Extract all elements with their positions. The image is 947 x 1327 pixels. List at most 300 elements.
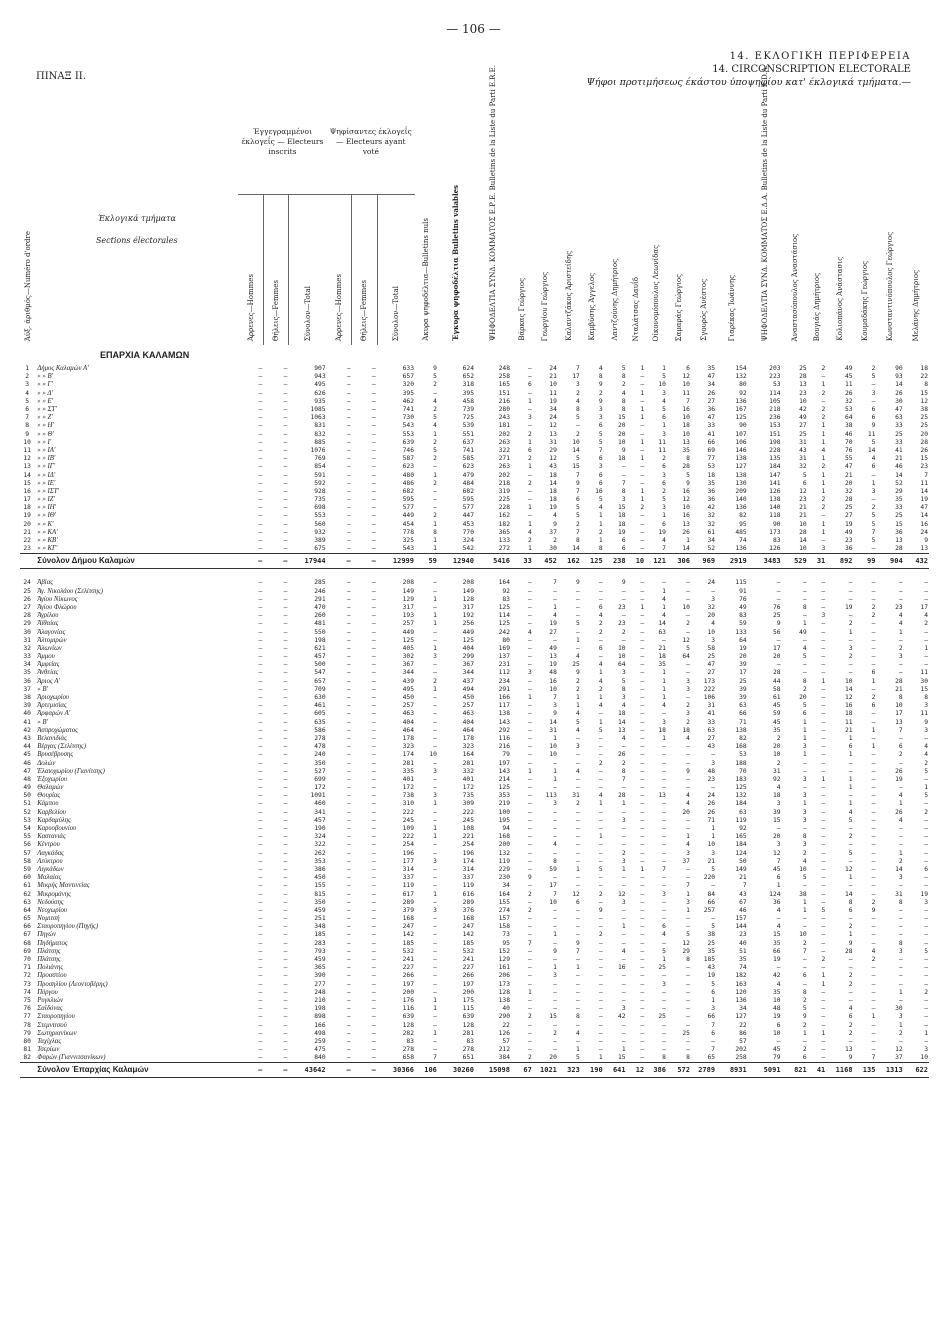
cell-value: 2	[621, 381, 626, 389]
table-row	[20, 661, 929, 669]
cell-value: —	[528, 512, 532, 520]
cell-value: 11	[658, 446, 666, 454]
cell-value: 21	[844, 726, 853, 734]
cell-value: 4	[802, 644, 807, 652]
cell-value: 80	[739, 381, 747, 389]
cell-value: —	[283, 612, 288, 620]
cell-value: 42	[799, 406, 807, 414]
cell-value: —	[258, 1013, 263, 1021]
cell-value: 1	[433, 471, 437, 479]
cell-value: —	[258, 528, 263, 536]
cell-value: 529	[782, 554, 808, 569]
cell-value: —	[258, 775, 263, 783]
cell-value: —	[283, 906, 288, 914]
section-name: Κάμπου	[37, 800, 59, 808]
cell-value: —	[528, 636, 532, 644]
cell-value: —	[898, 1037, 903, 1045]
cell-value: —	[283, 644, 288, 652]
header-number: Άύξ. άριθμός—Numéro d'ordre	[23, 230, 32, 341]
cell-value: 228	[498, 504, 510, 512]
table-row	[20, 545, 929, 554]
section-name: Πύργου	[37, 988, 58, 996]
cell-value: 404	[462, 644, 474, 652]
cell-value: 20	[772, 653, 781, 661]
cell-value: 6	[871, 702, 876, 710]
cell-value: 3	[802, 841, 807, 849]
cell-value: 127	[735, 463, 747, 471]
header-candidate-13: Κολιοπάνος Άνάστασις	[835, 257, 844, 341]
cell-value: —	[802, 759, 807, 767]
row-number: 8	[25, 422, 30, 430]
cell-value: —	[640, 479, 645, 487]
cell-value: —	[283, 537, 288, 545]
cell-value: —	[263, 1063, 288, 1078]
cell-value: 10	[682, 430, 690, 438]
cell-value: —	[821, 1021, 826, 1029]
cell-value: 1076	[310, 446, 326, 454]
cell-value: —	[711, 1037, 716, 1045]
cell-value: —	[802, 1037, 807, 1045]
cell-value: —	[258, 841, 263, 849]
cell-value: 2	[802, 996, 807, 1004]
header-sections-greek: Έκλογικά τμήματα	[97, 214, 176, 223]
cell-value: 25	[844, 504, 853, 512]
cell-value: 7	[576, 487, 580, 495]
cell-value: —	[621, 972, 626, 980]
cell-value: —	[433, 487, 437, 495]
cell-value: 5	[848, 816, 853, 824]
cell-value: —	[640, 373, 645, 381]
cell-value: 324	[314, 833, 326, 841]
cell-value: —	[283, 931, 288, 939]
section-name: Πολιάνης	[37, 964, 64, 972]
cell-value: 4	[662, 537, 666, 545]
cell-value: 1	[576, 964, 580, 972]
row-number: 42	[23, 726, 31, 734]
cell-value: 26	[895, 767, 903, 775]
cell-value: —	[372, 825, 376, 833]
cell-value: 18	[618, 455, 626, 463]
cell-value: 67	[511, 1063, 533, 1078]
cell-value: 31	[808, 554, 827, 569]
cell-value: 31	[799, 455, 807, 463]
header-registered-men: Άρρενες—Hommes	[246, 273, 255, 341]
cell-value: 335	[402, 767, 414, 775]
cell-value: —	[346, 964, 351, 972]
cell-value: 2	[621, 849, 626, 857]
cell-value: 3	[898, 1013, 903, 1021]
cell-value: 1	[821, 455, 826, 463]
cell-value: 15098	[475, 1063, 511, 1078]
cell-value: 464	[402, 726, 414, 734]
cell-value: —	[871, 890, 876, 898]
cell-value: 675	[314, 545, 326, 553]
cell-value: 6	[802, 479, 807, 487]
cell-value: 3	[924, 1046, 928, 1054]
cell-value: 7	[553, 694, 557, 702]
cell-value: 34	[707, 381, 716, 389]
cell-value: 15	[920, 389, 928, 397]
table-row	[20, 678, 929, 686]
cell-value: —	[621, 833, 626, 841]
cell-value: 8	[686, 455, 690, 463]
cell-value: —	[352, 1063, 377, 1078]
cell-value: 114	[769, 389, 781, 397]
cell-value: —	[372, 1013, 376, 1021]
section-name: » » Γ'	[37, 381, 53, 389]
cell-value: —	[621, 825, 626, 833]
cell-value: —	[433, 882, 437, 890]
cell-value: —	[283, 1013, 288, 1021]
cell-value: 2	[598, 759, 603, 767]
cell-value: 31	[799, 438, 807, 446]
cell-value: 177	[402, 857, 414, 865]
cell-value: 389	[314, 537, 326, 545]
cell-value: 27	[707, 734, 716, 742]
cell-value: —	[372, 743, 376, 751]
cell-value: —	[433, 636, 437, 644]
cell-value: —	[898, 931, 903, 939]
cell-value: 12940	[438, 554, 475, 569]
cell-value: 2	[848, 1029, 853, 1037]
cell-value: 12	[572, 890, 580, 898]
cell-value: 222	[402, 808, 414, 816]
table-row	[20, 948, 929, 956]
cell-value: —	[871, 759, 876, 767]
cell-value: 7	[711, 1046, 716, 1054]
cell-value: 3	[802, 775, 807, 783]
cell-value: 1	[528, 397, 532, 405]
cell-value: 83	[466, 1037, 474, 1045]
header-candidate-16: Μελάνης Δημήτριος	[912, 269, 921, 341]
cell-value: —	[821, 669, 826, 677]
cell-value: 9	[686, 479, 690, 487]
row-number: 24	[23, 579, 31, 587]
section-name: Πηδήματος	[37, 939, 68, 947]
cell-value: 2	[871, 898, 876, 906]
cell-value: 37	[682, 857, 690, 865]
cell-value: 9	[576, 669, 580, 677]
cell-value: 12	[844, 865, 853, 873]
cell-value: 31	[772, 767, 781, 775]
cell-value: 35	[707, 479, 716, 487]
cell-value: —	[871, 988, 876, 996]
cell-value: 4	[898, 620, 903, 628]
cell-value: 9	[598, 397, 603, 405]
row-number: 6	[25, 406, 30, 414]
cell-value: —	[346, 710, 351, 718]
cell-value: 138	[735, 471, 747, 479]
cell-value: 3	[553, 972, 557, 980]
cell-value: 3	[802, 816, 807, 824]
cell-value: —	[346, 669, 351, 677]
cell-value: 1	[528, 463, 532, 471]
cell-value: 365	[498, 528, 510, 536]
cell-value: —	[802, 595, 807, 603]
cell-value: 12	[627, 1063, 646, 1078]
table-row	[20, 1038, 929, 1046]
total-row-municipality	[20, 554, 929, 569]
section-name: Τσερίων	[37, 1046, 60, 1054]
cell-value: —	[346, 841, 351, 849]
cell-value: 28	[844, 496, 853, 504]
cell-value: 13	[682, 438, 690, 446]
cell-value: 6	[662, 414, 666, 422]
cell-value: —	[776, 595, 781, 603]
cell-value: 1	[662, 669, 666, 677]
cell-value: —	[553, 939, 557, 947]
cell-value: 12	[920, 397, 928, 405]
section-name: » » Ε'	[37, 397, 54, 405]
cell-value: —	[258, 446, 263, 454]
cell-value: 7	[871, 528, 876, 536]
cell-value: 13	[920, 545, 928, 553]
table-row	[20, 841, 929, 849]
cell-value: 9	[848, 1054, 853, 1062]
cell-value: —	[372, 694, 376, 702]
cell-value: —	[528, 1021, 532, 1029]
cell-value: 11	[844, 381, 853, 389]
cell-value: 1	[821, 438, 826, 446]
cell-value: 20	[772, 833, 781, 841]
cell-value: 1	[528, 767, 532, 775]
cell-value: 1	[433, 833, 437, 841]
header-candidate-2: Γεωργίου Γεώργιος	[541, 271, 550, 341]
cell-value: —	[283, 825, 288, 833]
cell-value: —	[283, 520, 288, 528]
row-number: 38	[23, 694, 31, 702]
cell-value: —	[640, 890, 645, 898]
table-row	[20, 1021, 929, 1029]
cell-value: 19	[658, 528, 666, 536]
cell-value: 885	[314, 438, 326, 446]
cell-value: —	[327, 1063, 352, 1078]
cell-value: 263	[498, 438, 510, 446]
cell-value: —	[528, 406, 532, 414]
cell-value: 42	[772, 972, 781, 980]
cell-value: 11	[920, 479, 928, 487]
header-candidate-14: Κουμαδάκης Γεώργιος	[860, 260, 869, 341]
row-number: 9	[25, 430, 30, 438]
cell-value: 4	[821, 446, 826, 454]
cell-value: 258	[498, 373, 510, 381]
cell-value: 9	[576, 939, 580, 947]
cell-value: 28	[844, 947, 853, 955]
cell-value: 147	[769, 471, 781, 479]
cell-value: 95	[502, 939, 510, 947]
row-number: 13	[23, 463, 31, 471]
cell-value: —	[433, 849, 437, 857]
section-name: Καστανιάς	[37, 833, 66, 841]
cell-value: 32	[707, 512, 716, 520]
cell-value: 281	[462, 1029, 474, 1037]
cell-value: —	[528, 849, 532, 857]
cell-value: 6	[802, 972, 807, 980]
cell-value: 1	[433, 1029, 437, 1037]
cell-value: 23	[707, 775, 716, 783]
cell-value: 238	[604, 554, 627, 569]
cell-value: 10	[682, 504, 690, 512]
cell-value: 208	[462, 579, 474, 587]
cell-value: —	[528, 487, 532, 495]
cell-value: 3	[621, 898, 626, 906]
cell-value: —	[924, 939, 928, 947]
row-number: 39	[23, 702, 31, 710]
cell-value: —	[346, 808, 351, 816]
section-name: » » ΙΓ'	[37, 463, 56, 471]
cell-value: —	[576, 612, 580, 620]
cell-value: —	[598, 767, 603, 775]
section-name: Προσηλίου (Λεοντοβέρης)	[37, 980, 108, 988]
cell-value: 36	[772, 898, 781, 906]
cell-value: —	[776, 587, 781, 595]
cell-value: 5	[711, 865, 716, 873]
cell-value: 15	[920, 685, 928, 693]
cell-value: 1	[433, 545, 437, 553]
cell-value: 350	[314, 898, 326, 906]
cell-value: 198	[314, 1005, 326, 1013]
cell-value: —	[848, 996, 853, 1004]
cell-value: 45	[772, 865, 781, 873]
cell-value: 30	[549, 545, 557, 553]
cell-value: 2	[528, 537, 532, 545]
row-number: 50	[23, 792, 31, 800]
cell-value: 6	[598, 644, 603, 652]
cell-value: 4	[576, 397, 580, 405]
cell-value: —	[640, 734, 645, 742]
cell-value: —	[711, 587, 716, 595]
cell-value: 10	[682, 414, 690, 422]
cell-value: —	[346, 906, 351, 914]
cell-value: —	[433, 759, 437, 767]
cell-value: 20	[549, 1054, 557, 1062]
cell-value: 200	[402, 988, 414, 996]
table-row	[20, 850, 929, 858]
cell-value: —	[553, 1046, 557, 1054]
table-row	[20, 866, 929, 874]
cell-value: 27	[844, 512, 853, 520]
cell-value: 9	[686, 767, 690, 775]
cell-value: 47	[920, 504, 928, 512]
cell-value: —	[662, 857, 666, 865]
cell-value: —	[346, 792, 351, 800]
table-row	[20, 784, 929, 792]
cell-value: 2	[598, 685, 603, 693]
cell-value: 27	[707, 669, 716, 677]
table-row	[20, 628, 929, 636]
section-name: Φαρών (Γιαννιτσανίκων)	[37, 1054, 106, 1062]
cell-value: 1	[640, 455, 645, 463]
cell-value: 639	[402, 438, 414, 446]
cell-value: 4	[598, 612, 603, 620]
cell-value: 36	[707, 496, 716, 504]
cell-value: 5	[686, 471, 690, 479]
cell-value: 30366	[377, 1063, 415, 1078]
cell-value: 251	[314, 915, 326, 923]
cell-value: —	[640, 669, 645, 677]
cell-value: 35	[739, 956, 747, 964]
cell-value: —	[898, 980, 903, 988]
cell-value: 2	[598, 389, 603, 397]
cell-value: 48	[707, 767, 716, 775]
cell-value: 639	[402, 1013, 414, 1021]
cell-value: 5	[924, 767, 928, 775]
cell-value: 2	[528, 1054, 532, 1062]
cell-value: —	[258, 496, 263, 504]
cell-value: 1	[433, 890, 437, 898]
cell-value: 7	[528, 939, 532, 947]
row-number: 67	[23, 931, 31, 939]
cell-value: —	[553, 816, 557, 824]
cell-value: 935	[314, 397, 326, 405]
cell-value: 16	[920, 520, 928, 528]
cell-value: —	[283, 381, 288, 389]
cell-value: —	[640, 710, 645, 718]
cell-value: 10	[895, 702, 903, 710]
cell-value: 12	[844, 694, 853, 702]
cell-value: 457	[314, 816, 326, 824]
cell-value: —	[924, 653, 928, 661]
cell-value: 19	[549, 397, 557, 405]
cell-value: 1	[621, 923, 626, 931]
cell-value: 35	[707, 947, 716, 955]
cell-value: —	[258, 915, 263, 923]
cell-value: 63	[895, 414, 903, 422]
cell-value: —	[372, 939, 376, 947]
cell-value: —	[372, 906, 376, 914]
cell-value: 1	[553, 767, 557, 775]
cell-value: 2	[871, 612, 876, 620]
cell-value: 635	[314, 718, 326, 726]
cell-value: 2	[802, 1046, 807, 1054]
cell-value: 66	[739, 710, 747, 718]
cell-value: 25	[772, 612, 781, 620]
cell-value: 484	[462, 479, 474, 487]
cell-value: 26	[895, 808, 903, 816]
cell-value: 15	[772, 816, 781, 824]
cell-value: 699	[314, 775, 326, 783]
cell-value: —	[848, 1037, 853, 1045]
cell-value: —	[898, 964, 903, 972]
cell-value: 218	[498, 479, 510, 487]
cell-value: —	[871, 496, 876, 504]
cell-value: 258	[735, 1054, 747, 1062]
cell-value: 35	[772, 726, 781, 734]
cell-value: 1	[711, 833, 716, 841]
cell-value: —	[924, 849, 928, 857]
cell-value: —	[871, 874, 876, 882]
cell-value: —	[640, 841, 645, 849]
cell-value: 138	[735, 726, 747, 734]
row-number: 34	[23, 661, 31, 669]
cell-value: —	[598, 964, 603, 972]
cell-value: 4	[621, 389, 626, 397]
cell-value: 543	[402, 422, 414, 430]
table-row	[20, 817, 929, 825]
cell-value: —	[283, 463, 288, 471]
cell-value: —	[576, 734, 580, 742]
row-number: 69	[23, 947, 31, 955]
cell-value: —	[821, 579, 826, 587]
cell-value: 1	[924, 784, 928, 792]
cell-value: —	[283, 455, 288, 463]
cell-value: 197	[402, 980, 414, 988]
cell-value: —	[821, 628, 826, 636]
cell-value: 9	[528, 874, 532, 882]
cell-value: 1	[528, 520, 532, 528]
cell-value: 11	[658, 438, 666, 446]
cell-value: 11	[920, 669, 928, 677]
